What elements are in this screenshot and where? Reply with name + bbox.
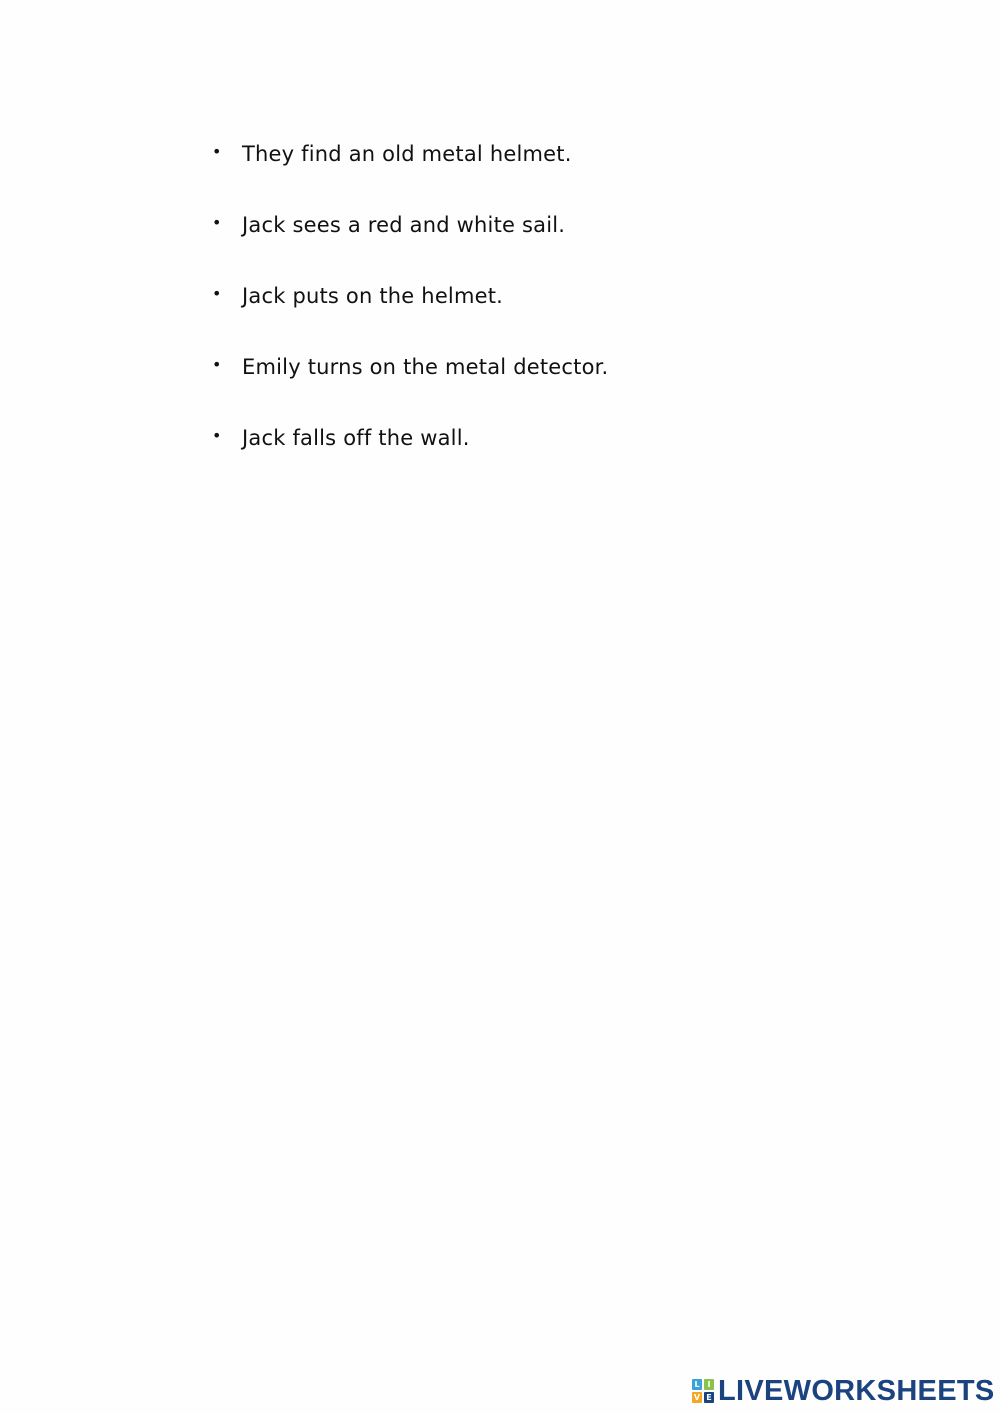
list-item <box>212 331 608 402</box>
sentence-text: Emily turns on the metal detector. <box>242 354 609 379</box>
bullet-icon: • <box>212 141 222 161</box>
logo-mark-icon <box>692 1379 714 1403</box>
sentence-text: Jack sees a red and white sail. <box>242 212 566 237</box>
list-item <box>212 260 608 331</box>
bullet-icon: • <box>212 212 222 232</box>
list-item <box>212 402 608 473</box>
sentence-text: Jack falls off the wall. <box>242 425 470 450</box>
logo-tile-e: E <box>704 1392 714 1403</box>
logo-tile-l: L <box>692 1379 702 1390</box>
liveworksheets-logo <box>692 1374 995 1408</box>
bullet-icon: • <box>212 354 222 374</box>
logo-tile-i: I <box>704 1379 714 1390</box>
logo-text: LIVEWORKSHEETS <box>718 1374 995 1407</box>
list-item <box>212 189 608 260</box>
sentence-text: Jack puts on the helmet. <box>242 283 504 308</box>
bullet-icon: • <box>212 425 222 445</box>
logo-tile-v: V <box>693 1393 701 1402</box>
sentence-text: They find an old metal helmet. <box>242 141 572 166</box>
sentence-list <box>212 118 608 473</box>
list-item <box>212 118 608 189</box>
bullet-icon: • <box>212 283 222 303</box>
